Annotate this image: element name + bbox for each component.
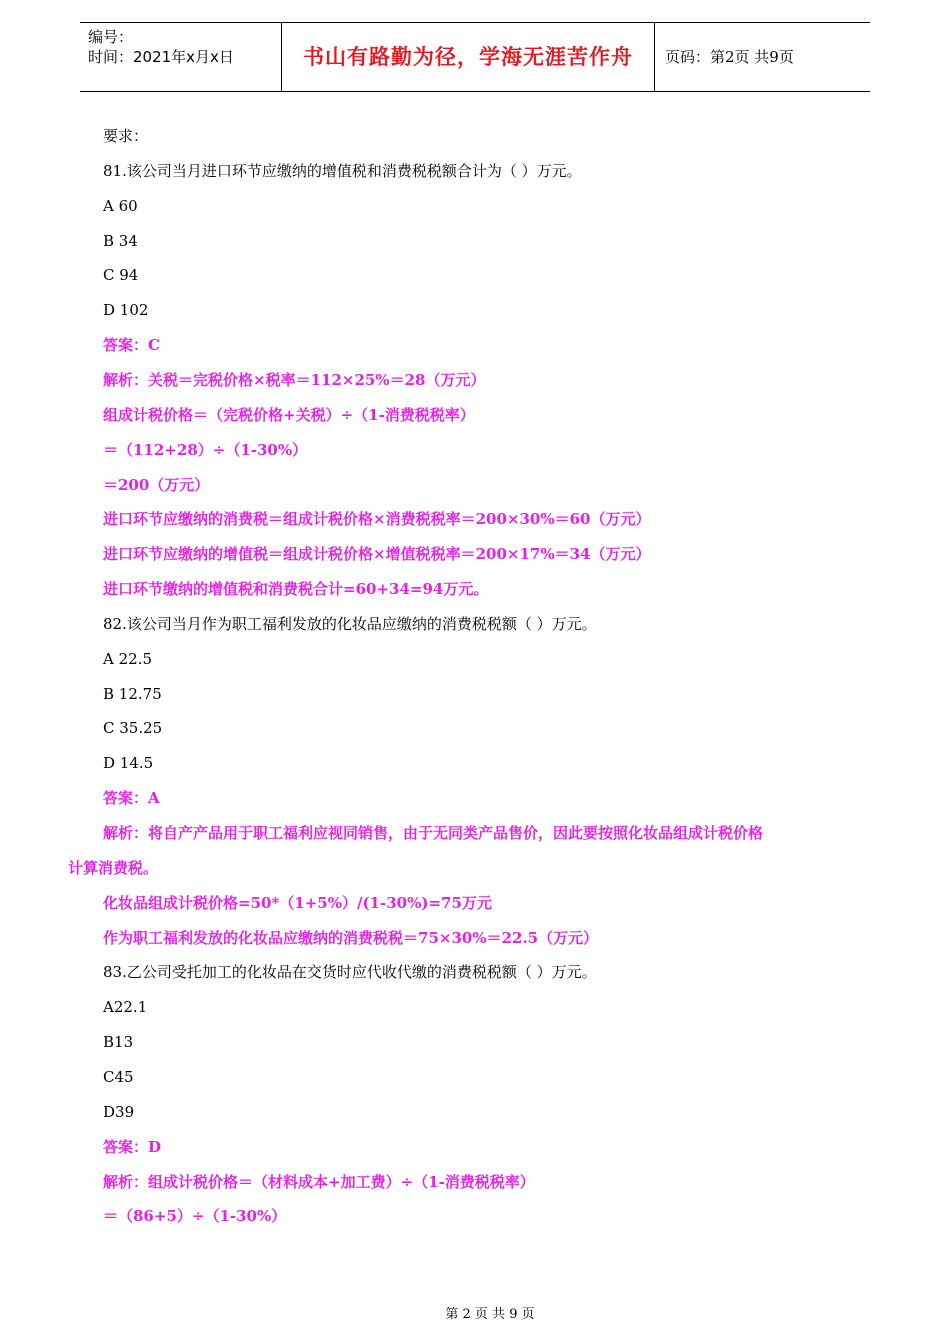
text-line: 82.该公司当月作为职工福利发放的化妆品应缴纳的消费税税额（ ）万元。 (103, 615, 597, 633)
answer-line: ＝（86+5）÷（1-30%） (103, 1207, 287, 1225)
answer-line: 答案：A (103, 789, 160, 807)
answer-line: 作为职工福利发放的化妆品应缴纳的消费税税＝75×30%＝22.5（万元） (103, 929, 599, 947)
answer-line: 解析：组成计税价格＝（材料成本+加工费）÷（1-消费税税率） (103, 1173, 535, 1191)
text-line: C 94 (103, 266, 139, 284)
text-line: A 22.5 (103, 650, 152, 668)
text-line: D 102 (103, 301, 149, 319)
page-footer: 第 2 页 共 9 页 (445, 1307, 535, 1322)
answer-line: 答案：C (103, 336, 160, 354)
text-line: C 35.25 (103, 719, 163, 737)
text-line: B 12.75 (103, 685, 162, 703)
text-line: C45 (103, 1068, 134, 1086)
document-date-label: 时间：2021年x月x日 (88, 48, 234, 66)
text-line: D39 (103, 1103, 135, 1121)
document-number-label: 编号： (88, 28, 134, 46)
page-header (80, 22, 870, 92)
text-line: A 60 (103, 197, 138, 215)
answer-line: 进口环节缴纳的增值税和消费税合计=60+34=94万元。 (103, 580, 489, 598)
answer-line: 化妆品组成计税价格=50*（1+5%）/(1-30%)=75万元 (103, 894, 492, 912)
answer-line: ＝（112+28）÷（1-30%） (103, 441, 308, 459)
answer-line: 组成计税价格＝（完税价格+关税）÷（1-消费税税率） (103, 406, 475, 424)
answer-line: 进口环节应缴纳的消费税＝组成计税价格×消费税税率＝200×30%＝60（万元） (103, 510, 651, 528)
answer-line: 进口环节应缴纳的增值税＝组成计税价格×增值税税率＝200×17%＝34（万元） (103, 545, 651, 563)
text-line: B13 (103, 1033, 134, 1051)
answer-line: 解析：将自产产品用于职工福利应视同销售，由于无同类产品售价，因此要按照化妆品组成计税价格 (103, 824, 764, 842)
text-line: B 34 (103, 232, 138, 250)
text-line: D 14.5 (103, 754, 154, 772)
answer-line: ＝200（万元） (103, 476, 210, 494)
header-motto-cell (281, 23, 655, 91)
header-page-number: 页码：第2页 共9页 (665, 48, 794, 66)
text-line: A22.1 (103, 998, 148, 1016)
text-line: 要求： (103, 127, 149, 145)
header-motto: 书山有路勤为径，学海无涯苦作舟 (303, 44, 633, 69)
answer-line: 解析：关税＝完税价格×税率＝112×25%＝28（万元） (103, 371, 486, 389)
text-line: 81.该公司当月进口环节应缴纳的增值税和消费税税额合计为（ ）万元。 (103, 162, 582, 180)
answer-line: 答案：D (103, 1138, 162, 1156)
header-meta (80, 23, 281, 91)
answer-line: 计算消费税。 (68, 859, 159, 877)
text-line: 83.乙公司受托加工的化妆品在交货时应代收代缴的消费税税额（ ）万元。 (103, 963, 597, 981)
